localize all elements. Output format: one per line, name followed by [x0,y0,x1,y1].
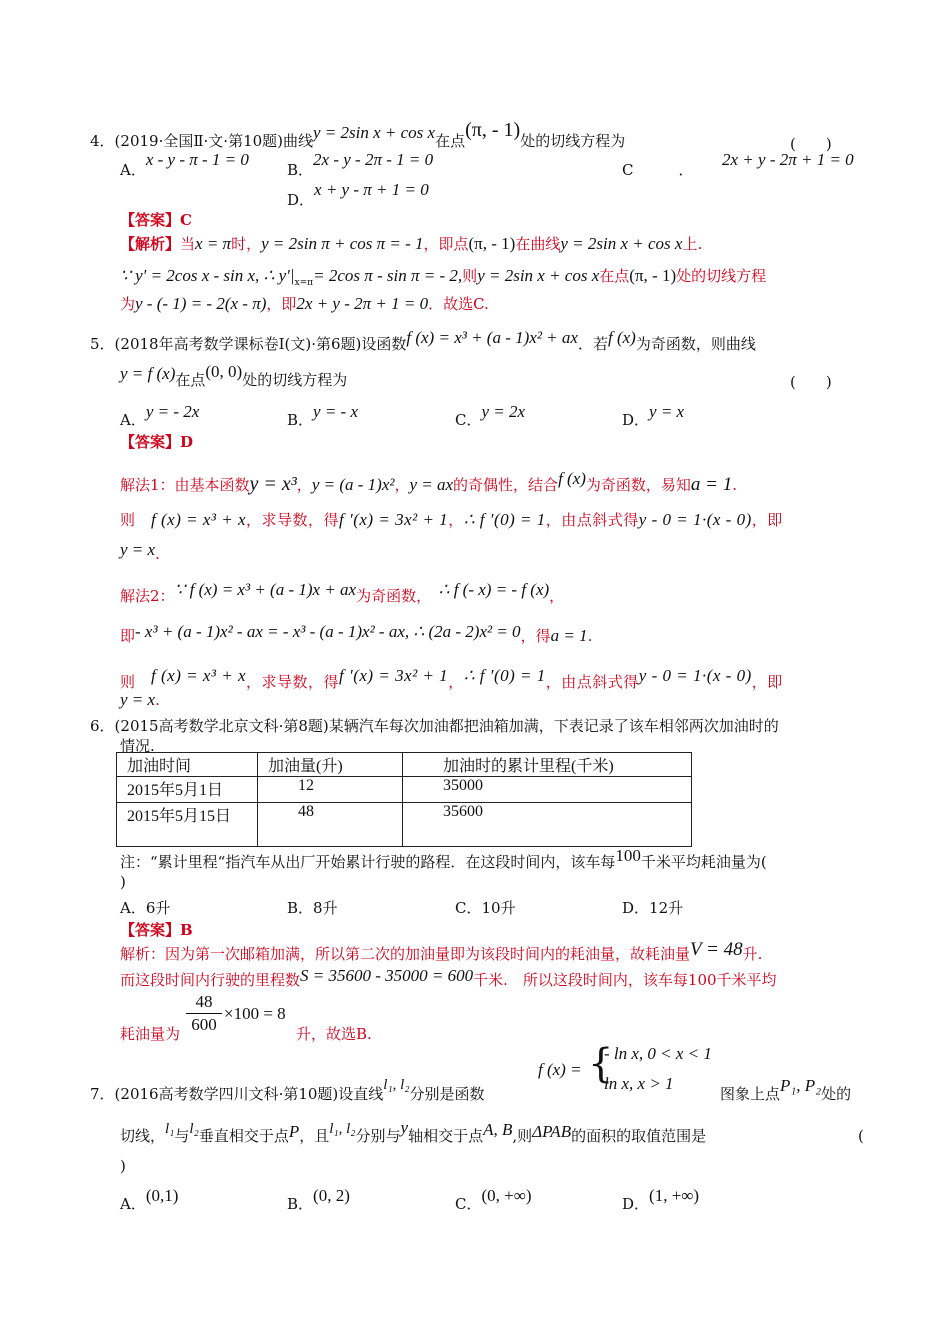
q6-exp-line2 [120,966,777,990]
q5-m1-f: y = ax [409,475,454,494]
q5-m2-line1 [120,580,565,606]
q4-exp2-g: 处的切线方程 [676,267,767,285]
q4-opt-c-label: C ． [622,161,694,179]
q4-paren: ( ) [790,135,832,153]
q7-l2-e: 垂直相交于点 [198,1127,289,1145]
q7-l2-l: A, B [483,1120,513,1139]
q6-opt-d-val: 12升 [649,899,684,917]
q5-s2-d: ∴ f (- x) = - f (x) [438,580,550,599]
q6-opt-d [622,898,683,918]
q5-s3-e: . [587,627,593,645]
q5-m2-line3 [120,666,783,692]
q6-exp3-label: 耗油量为 [120,1025,181,1043]
q7-stem-c-line [720,1076,852,1104]
q6-stem1: 6．(2015高考数学北京文科·第8题)某辆汽车每次加油都把油箱加满，下表记录了该车相邻两次加油时的 [90,717,779,735]
q7-opt-d [622,1186,700,1214]
q5-m1-b: y = x³ [249,473,297,495]
q5-opt-d-label: D． [622,411,650,429]
q5-s2-a: 解法2： [120,587,175,605]
q7-l2-k: 轴相交于点 [408,1127,484,1145]
q5-m1-c: ， [296,476,312,494]
q5-m2-b: f (x) = x³ + x [151,510,247,529]
q5-func: f (x) = x³ + (a - 1)x² + ax [406,328,578,347]
q7-stem-c: 图象上点 [720,1085,781,1103]
q5-s4-f: ∴ f ′(0) = 1 [463,666,546,685]
q5-s3-d: a = 1 [550,626,588,645]
q4-answer: 【答案】C [120,211,192,229]
q6-note2: 千米平均耗油量为( [640,853,767,871]
q4-opt-d [287,180,429,210]
q4-exp3-a: 为 [120,295,136,313]
q6-th-2: 加油时的累计里程(千米) [403,753,692,777]
q7-l2-g: ，且 [299,1127,330,1145]
q5-s4-d: f ′(x) = 3x² + 1 [339,666,449,685]
q5-paren: ( ) [790,373,832,391]
q5-line2-b: 在点 [175,371,206,389]
q4-opt-b-expr: 2x - y - 2π - 1 = 0 [313,150,434,169]
q5-m3-a: y = x [120,540,156,559]
q4-exp1-c: 时， [231,235,262,253]
q6-frac-result: ×100 = 8 [224,1004,286,1023]
q7-stem-line [90,1077,485,1105]
q6-e3-c: 升，故选B. [296,1025,372,1043]
q5-opt-c-expr: y = 2x [481,402,526,421]
table-row [117,803,692,847]
q6-note-line [120,846,767,872]
q6-e1-b: V = 48 [690,939,743,960]
q6-answer: 【答案】B [120,921,193,939]
q4-exp2-c: 则 [462,267,478,285]
q7-l3: ) [120,1157,126,1175]
q6-frac-bar [186,1013,222,1014]
q4-opt-c-expr: 2x + y - 2π + 1 = 0 [722,150,854,169]
q5-stem: 5．(2018年高考数学课标卷Ⅰ(文)·第6题)设函数 [90,335,407,353]
q7-l2-d: l₂ [189,1121,199,1137]
q5-line2 [120,362,348,390]
q7-l12: l₁, l₂ [383,1077,410,1093]
q4-exp3-d: 2x + y - 2π + 1 = 0 [296,294,429,313]
q6-opt-a [120,898,170,918]
q6-fraction [186,992,222,1035]
q6-frac-den: 600 [191,1015,217,1034]
q5-mid: ．若 [577,335,608,353]
q5-m2-line2 [120,622,593,646]
q5-s5-b: . [155,691,160,709]
q7-l2-o: 的面积的取值范围是 [571,1127,707,1145]
q7-l2-b: l₁ [165,1121,175,1137]
q4-exp1-b: x = π [195,234,232,253]
q6-e2-a: 而这段时间内行驶的里程数 [120,971,301,989]
q5-line2-d: 处的切线方程为 [242,371,348,389]
table-row [117,777,692,803]
q4-exp1-d: y = 2sin π + cos π = - 1 [261,234,424,253]
q5-s4-a: 则 [120,673,136,691]
q7-opt-a [120,1186,179,1214]
q6-opt-a-label: A． [120,899,146,917]
q5-s2-b: ∵ f (x) = x³ + (a - 1)x + ax [174,580,357,599]
q4-exp2-e: 在点 [599,267,630,285]
q6-r0-c1: 12 [258,777,403,803]
q5-m2-i: ，即 [751,511,783,529]
q5-s2-e: ， [549,587,565,605]
q5-line2-c: (0, 0) [205,362,243,381]
q7-opt-d-val: (1, +∞) [649,1186,700,1205]
q4-point: (π, - 1) [465,119,521,141]
q5-m1-e: ， [394,476,410,494]
q6-opt-a-val: 6升 [145,899,171,917]
q4-at-point: 在点 [435,132,466,150]
q4-exp-line2 [120,266,766,293]
q7-piece1: - ln x, 0 < x < 1 [604,1044,712,1063]
q4-opt-a-expr: x - y - π - 1 = 0 [145,150,249,169]
q7-l2-n: ΔPAB [532,1122,572,1141]
q6-table [116,752,692,847]
q4-exp2-f: (π, - 1) [629,266,677,285]
q4-stem: 4．(2019·全国Ⅱ·文·第10题)曲线 [90,132,314,150]
q4-opt-d-label: D． [287,191,315,209]
q4-opt-a-label: A． [120,161,146,179]
q5-m2-d: f ′(x) = 3x² + 1 [339,510,449,529]
q4-opt-d-expr: x + y - π + 1 = 0 [314,180,429,199]
q6-r1-c2: 35600 [403,803,692,847]
q5-s4-c: ，求导数，得 [246,673,340,691]
q4-exp1-e: ，即点 [423,235,469,253]
q5-line2-a: y = f (x) [120,364,176,383]
q4-exp1-g: 在曲线 [515,235,561,253]
q4-exp3-c: ，即 [266,295,297,313]
q4-curve: y = 2sin x + cos x [313,123,436,142]
q6-opt-b-label: B． [287,899,314,917]
q5-m2-line4 [120,690,160,710]
q7-l2-c: 与 [174,1127,190,1145]
q5-m2-a: 则 [120,511,136,529]
q4-exp1-i: 上. [682,235,703,253]
q6-r0-c2: 35000 [403,777,692,803]
q7-stem-b: 分别是函数 [409,1085,485,1103]
q5-m2-f: ∴ f ′(0) = 1 [463,510,546,529]
q5-s3-c: ，得 [520,627,551,645]
q5-s4-g: ，由点斜式得 [545,673,639,691]
q5-s3-a: 即 [120,627,136,645]
q4-exp-line1 [120,234,702,254]
q5-opt-a-label: A． [120,411,146,429]
q5-m2-g: ，由点斜式得 [545,511,639,529]
q5-s4-i: ，即 [751,673,783,691]
q7-line2 [120,1118,707,1147]
q5-m1-line2 [120,510,783,530]
q4-exp1-h: y = 2sin x + cos x [560,234,683,253]
q5-s4-e: ， [448,673,464,691]
q7-opt-c-val: (0, +∞) [481,1186,532,1205]
q5-m1-h: f (x) [558,469,586,488]
q7-opt-b [287,1186,350,1214]
q5-opt-b [287,402,359,430]
q7-stem-d: 处的 [821,1085,852,1103]
q7-l2-f: P [288,1122,300,1141]
q7-opt-a-label: A． [120,1195,146,1213]
q7-opt-d-label: D． [622,1195,650,1213]
q5-opt-a [120,402,200,430]
q6-th-0: 加油时间 [117,753,258,777]
q6-opt-b [287,898,338,918]
q5-s3-b: - x³ + (a - 1)x² - ax = - x³ - (a - 1)x² - ax, ∴ (2a - 2)x² = 0 [135,622,521,641]
q5-m2-h: y - 0 = 1·(x - 0) [638,510,752,529]
q6-e1-a: 解析：因为第一次邮箱加满，所以第二次的加油量即为该段时间内的耗油量，故耗油量 [120,945,691,963]
q4-exp-label: 【解析】 [120,235,181,253]
q6-opt-c-label: C． [455,899,482,917]
q5-opt-c-label: C． [455,411,482,429]
q7-opt-c-label: C． [455,1195,482,1213]
q7-l2-h: l₁, l₂ [329,1121,356,1137]
q6-e2-c: 千米. 所以这段时间内，该车每100千米平均 [473,971,777,989]
q5-m3-b: . [155,545,160,563]
q4-exp2-a: ∵ y′ = 2cos x - sin x, ∴ y′| [120,266,295,285]
q5-m1-a: 解法1：由基本函数 [120,476,250,494]
q6-opt-b-val: 8升 [313,899,338,917]
q5-m1-g: 的奇偶性，结合 [453,476,559,494]
q5-tail: 为奇函数，则曲线 [635,335,756,353]
q5-fx: f (x) [607,328,636,347]
q6-note-num: 100 [615,846,641,865]
q6-r0-c0: 2015年5月1日 [117,777,258,803]
q6-frac-num: 48 [195,992,213,1011]
q5-opt-a-expr: y = - 2x [145,402,200,421]
q4-exp2-sub: x=π [294,278,314,288]
q5-m2-c: ，求导数，得 [246,511,340,529]
q6-opt-c [455,898,516,918]
q7-l2-m: ,则 [512,1127,533,1145]
q5-opt-d-expr: y = x [649,402,685,421]
q4-exp3-b: y - (- 1) = - 2(x - π) [135,294,267,313]
q5-m1-j: a = 1 [690,474,733,495]
q5-m1-d: y = (a - 1)x² [311,475,395,494]
q6-r1-c0: 2015年5月15日 [117,803,258,847]
q6-note3: ) [120,873,126,891]
q6-note1: 注：“累计里程“指汽车从出厂开始累计行驶的路程．在这段时间内，该车每 [120,853,616,871]
q4-opt-b [287,150,434,180]
q7-l2-j: y [400,1118,409,1137]
q7-stem-a: 7．(2016高考数学四川文科·第10题)设直线 [90,1085,384,1103]
q4-exp2-d: y = 2sin x + cos x [477,266,600,285]
q5-opt-d [622,402,685,430]
q7-func-lhs: f (x) = [538,1060,582,1079]
q4-exp1-a: 当 [180,235,196,253]
q6-e2-b: S = 35600 - 35000 = 600 [300,966,474,985]
q6-th-1: 加油量(升) [258,753,403,777]
q5-opt-b-expr: y = - x [313,402,359,421]
q6-table-header [117,753,692,777]
q5-answer: 【答案】D [120,433,194,451]
q7-piece2: ln x, x > 1 [604,1074,674,1093]
q6-exp-line1 [120,939,763,964]
q6-opt-c-val: 10升 [481,899,516,917]
q5-s4-h: y - 0 = 1·(x - 0) [638,666,752,685]
q5-m1-line3 [120,540,160,564]
q6-r1-c1: 48 [258,803,403,847]
q5-s4-b: f (x) = x³ + x [151,666,247,685]
q4-exp-line3 [120,294,489,314]
q5-stem-line [90,328,756,354]
q7-opt-b-label: B． [287,1195,314,1213]
q6-opt-d-label: D． [622,899,650,917]
q4-tail: 处的切线方程为 [520,132,626,150]
q6-stem2: 情况. [120,737,155,755]
q7-brace: { [588,1041,614,1087]
q5-s5-a: y = x [120,690,156,709]
q4-opt-b-label: B． [287,161,314,179]
q4-exp3-e: ．故选C. [428,295,489,313]
q7-p12: P₁, P₂ [780,1076,822,1095]
q5-m1-line1 [120,469,738,495]
q5-s2-c: 为奇函数， [356,587,424,605]
q5-m1-i: 为奇函数，易知 [585,476,691,494]
q4-exp1-f: (π, - 1) [468,234,516,253]
q5-opt-b-label: B． [287,411,314,429]
q4-stem-line [90,119,626,151]
q7-l2-i: 分别与 [355,1127,401,1145]
q4-opt-a [120,150,249,180]
q5-opt-c [455,402,526,430]
q7-opt-c [455,1186,532,1214]
q7-opt-a-val: (0,1) [145,1186,179,1205]
q7-l2-p: ( [858,1127,864,1145]
q4-exp2-b: = 2cos π - sin π = - 2, [313,266,463,285]
q6-e1-c: 升. [742,945,763,963]
q5-m2-e: ， [448,511,464,529]
q7-l2-a: 切线， [120,1127,166,1145]
q5-m1-k: . [732,476,738,494]
q7-opt-b-val: (0, 2) [313,1186,350,1205]
